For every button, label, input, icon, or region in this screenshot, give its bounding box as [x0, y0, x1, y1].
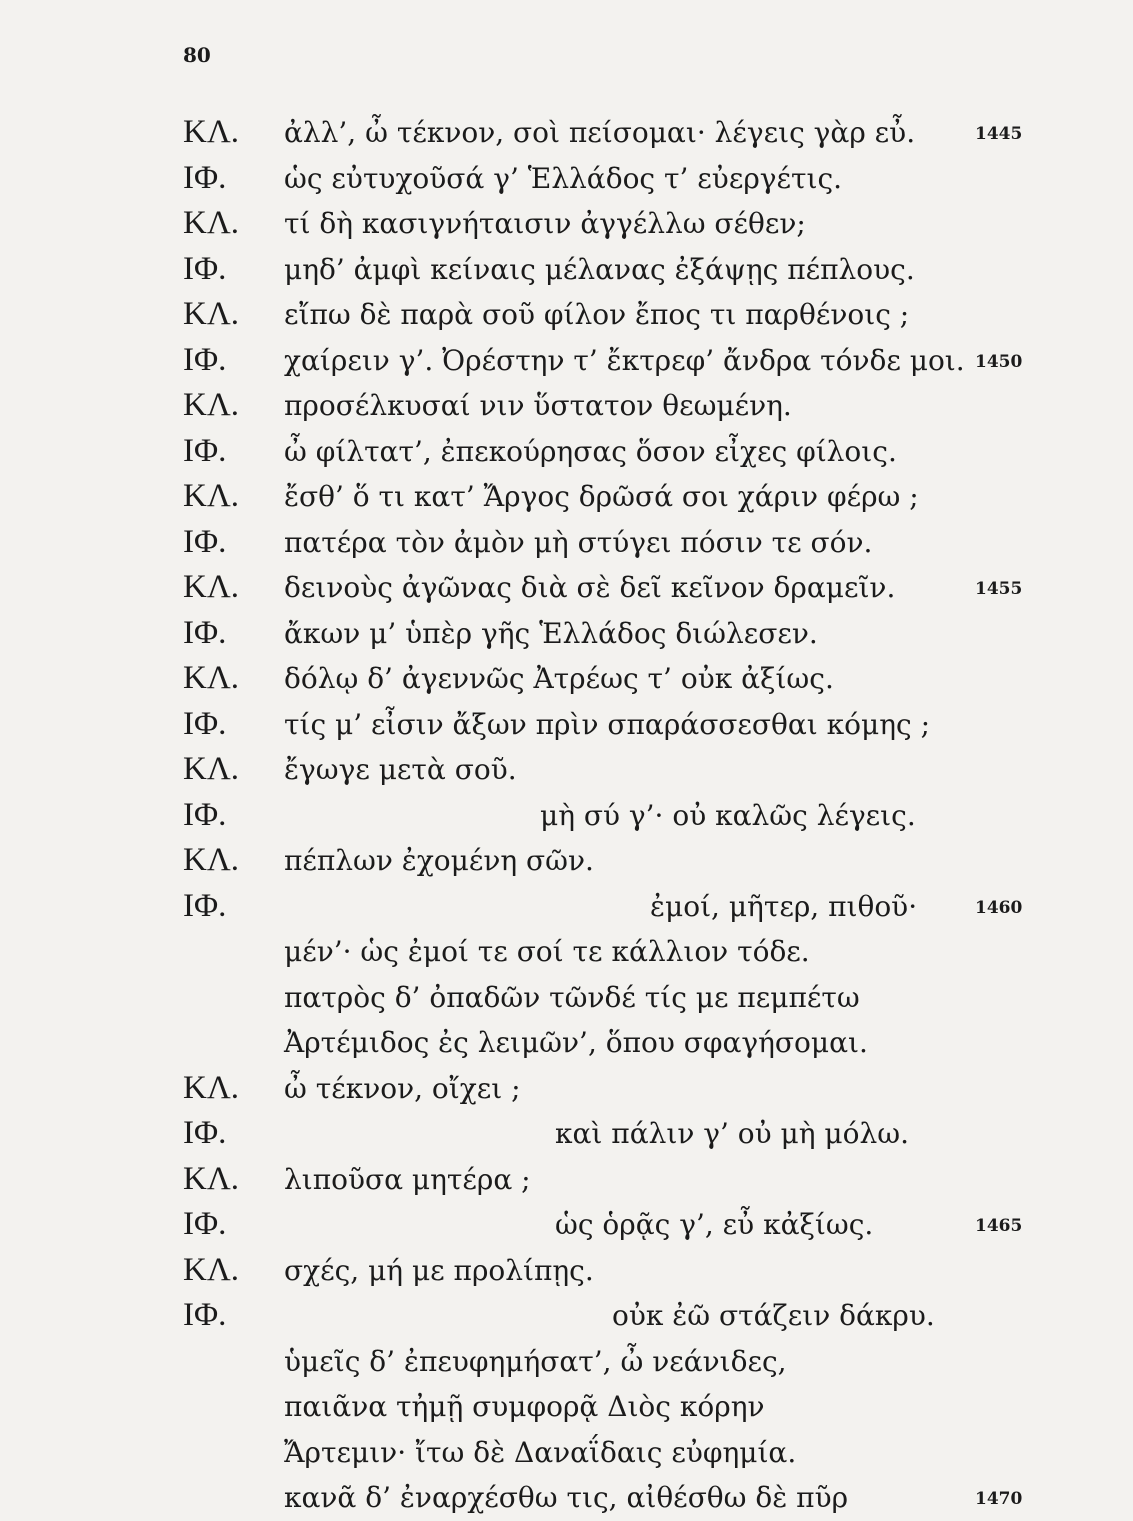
speaker-label: ΚΛ.	[183, 387, 240, 423]
speaker-label: ΙΦ.	[183, 796, 227, 833]
verse-line	[0, 1111, 1133, 1157]
line-number: 1455	[975, 579, 1023, 599]
verse-line	[0, 1293, 1133, 1339]
verse-line	[0, 1339, 1133, 1385]
verse-text: πατέρα τὸν ἀμὸν μὴ στύγει πόσιν τε σόν.	[284, 525, 873, 559]
verse-line	[0, 247, 1133, 293]
verse-text: ἀλλ’, ὦ τέκνον, σοὶ πείσομαι· λέγεις γὰρ εὖ.	[284, 116, 916, 149]
speaker-label: ΚΛ.	[183, 1251, 240, 1288]
verse-line	[0, 975, 1133, 1021]
speaker-label: ΙΦ.	[183, 432, 227, 469]
verse-text: ὦ φίλτατ’, ἐπεκούρησας ὅσον εἶχες φίλοις.	[284, 434, 897, 468]
verse-text: σχές, μή με προλίπῃς.	[284, 1253, 594, 1287]
speaker-label: ΚΛ.	[183, 114, 240, 150]
verse-text: ὡς εὐτυχοῦσά γ’ Ἑλλάδος τ’ εὐεργέτις.	[284, 161, 843, 195]
verse-line	[0, 1475, 1133, 1521]
verse-text: ἔσθ’ ὅ τι κατ’ Ἄργος δρῶσά σοι χάριν φέρω ;	[284, 480, 919, 513]
verse-text: πέπλων ἐχομένη σῶν.	[284, 844, 594, 877]
verse-line	[0, 702, 1133, 748]
verse-text: μέν’· ὡς ἐμοί τε σοί τε κάλλιον τόδε.	[284, 935, 810, 968]
verse-text: καὶ πάλιν γ’ οὐ μὴ μόλω.	[555, 1117, 909, 1150]
verse-line	[0, 1202, 1133, 1248]
verse-text: ὦ τέκνον, οἴχει ;	[284, 1071, 521, 1105]
verse-text: μὴ σύ γ’· οὐ καλῶς λέγεις.	[540, 798, 916, 832]
verse-line	[0, 156, 1133, 202]
verse-text: προσέλκυσαί νιν ὕστατον θεωμένη.	[284, 389, 792, 422]
speaker-label: ΙΦ.	[183, 523, 227, 560]
verse-line	[0, 292, 1133, 338]
verse-text: λιποῦσα μητέρα ;	[284, 1162, 531, 1196]
speaker-label: ΚΛ.	[183, 1160, 240, 1197]
speaker-label: ΚΛ.	[183, 296, 240, 332]
speaker-label: ΙΦ.	[183, 250, 227, 287]
verse-line	[0, 838, 1133, 884]
speaker-label: ΙΦ.	[183, 614, 227, 651]
verse-text: χαίρειν γ’. Ὀρέστην τ’ ἔκτρεφ’ ἄνδρα τόνδε μοι.	[284, 343, 965, 377]
speaker-label: ΙΦ.	[183, 1297, 227, 1333]
verse-line	[0, 1430, 1133, 1476]
verse-text: τί δὴ κασιγνήταισιν ἀγγέλλω σέθεν;	[284, 207, 806, 240]
verse-line	[0, 884, 1133, 930]
verse-line	[0, 1248, 1133, 1294]
speaker-label: ΙΦ.	[183, 341, 227, 378]
verse-line	[0, 1066, 1133, 1112]
verse-text: ὑμεῖς δ’ ἐπευφημήσατ’, ὦ νεάνιδες,	[284, 1344, 787, 1378]
speaker-label: ΙΦ.	[183, 705, 227, 742]
verse-line	[0, 474, 1133, 520]
verse-text: εἴπω δὲ παρὰ σοῦ φίλον ἔπος τι παρθένοις ;	[284, 298, 910, 331]
verse-text: Ἀρτέμιδος ἐς λειμῶν’, ὅπου σφαγήσομαι.	[284, 1026, 868, 1059]
speaker-label: ΙΦ.	[183, 1115, 227, 1151]
speaker-label: ΙΦ.	[183, 1206, 227, 1242]
verse-text: Ἄρτεμιν· ἴτω δὲ Δαναΐδαις εὐφημία.	[284, 1435, 797, 1469]
speaker-label: ΚΛ.	[183, 569, 240, 605]
verse-block	[0, 110, 1133, 1521]
verse-line	[0, 383, 1133, 429]
verse-text: ἄκων μ’ ὑπὲρ γῆς Ἑλλάδος διώλεσεν.	[284, 616, 818, 650]
speaker-label: ΚΛ.	[183, 751, 240, 787]
verse-line	[0, 793, 1133, 839]
verse-text: πατρὸς δ’ ὀπαδῶν τῶνδέ τίς με πεμπέτω	[284, 980, 860, 1014]
verse-line	[0, 201, 1133, 247]
verse-text: οὐκ ἐῶ στάζειν δάκρυ.	[612, 1299, 935, 1332]
verse-line	[0, 338, 1133, 384]
speaker-label: ΚΛ.	[183, 205, 240, 241]
verse-line	[0, 1020, 1133, 1066]
verse-text: δόλῳ δ’ ἀγεννῶς Ἀτρέως τ’ οὐκ ἀξίως.	[284, 662, 834, 695]
verse-line	[0, 429, 1133, 475]
speaker-label: ΚΛ.	[183, 1069, 240, 1106]
verse-text: ὡς ὁρᾷς γ’, εὖ κἀξίως.	[555, 1208, 874, 1241]
verse-line	[0, 747, 1133, 793]
verse-line	[0, 1384, 1133, 1430]
line-number: 1445	[975, 124, 1023, 144]
speaker-label: ΚΛ.	[183, 660, 240, 696]
verse-text: παιᾶνα τἠμῇ συμφορᾷ Διὸς κόρην	[284, 1390, 765, 1423]
verse-text: ἔγωγε μετὰ σοῦ.	[284, 753, 517, 786]
page-number: 80	[183, 43, 211, 67]
speaker-label: ΙΦ.	[183, 887, 227, 924]
line-number: 1470	[975, 1489, 1023, 1509]
verse-line	[0, 611, 1133, 657]
line-number: 1465	[975, 1216, 1023, 1236]
verse-text: κανᾶ δ’ ἐναρχέσθω τις, αἰθέσθω δὲ πῦρ	[284, 1481, 849, 1514]
speaker-label: ΚΛ.	[183, 478, 240, 514]
verse-line	[0, 929, 1133, 975]
verse-line	[0, 656, 1133, 702]
verse-text: ἐμοί, μῆτερ, πιθοῦ·	[650, 889, 918, 923]
verse-text: δεινοὺς ἀγῶνας διὰ σὲ δεῖ κεῖνον δραμεῖν.	[284, 571, 896, 604]
line-number: 1460	[975, 897, 1023, 918]
verse-line	[0, 565, 1133, 611]
speaker-label: ΙΦ.	[183, 159, 227, 196]
verse-text: μηδ’ ἀμφὶ κείναις μέλανας ἐξάψῃς πέπλους.	[284, 252, 915, 286]
verse-line	[0, 1157, 1133, 1203]
verse-line	[0, 110, 1133, 156]
verse-line	[0, 520, 1133, 566]
verse-text: τίς μ’ εἶσιν ἄξων πρὶν σπαράσσεσθαι κόμης ;	[284, 707, 931, 741]
line-number: 1450	[975, 351, 1023, 372]
speaker-label: ΚΛ.	[183, 842, 240, 878]
